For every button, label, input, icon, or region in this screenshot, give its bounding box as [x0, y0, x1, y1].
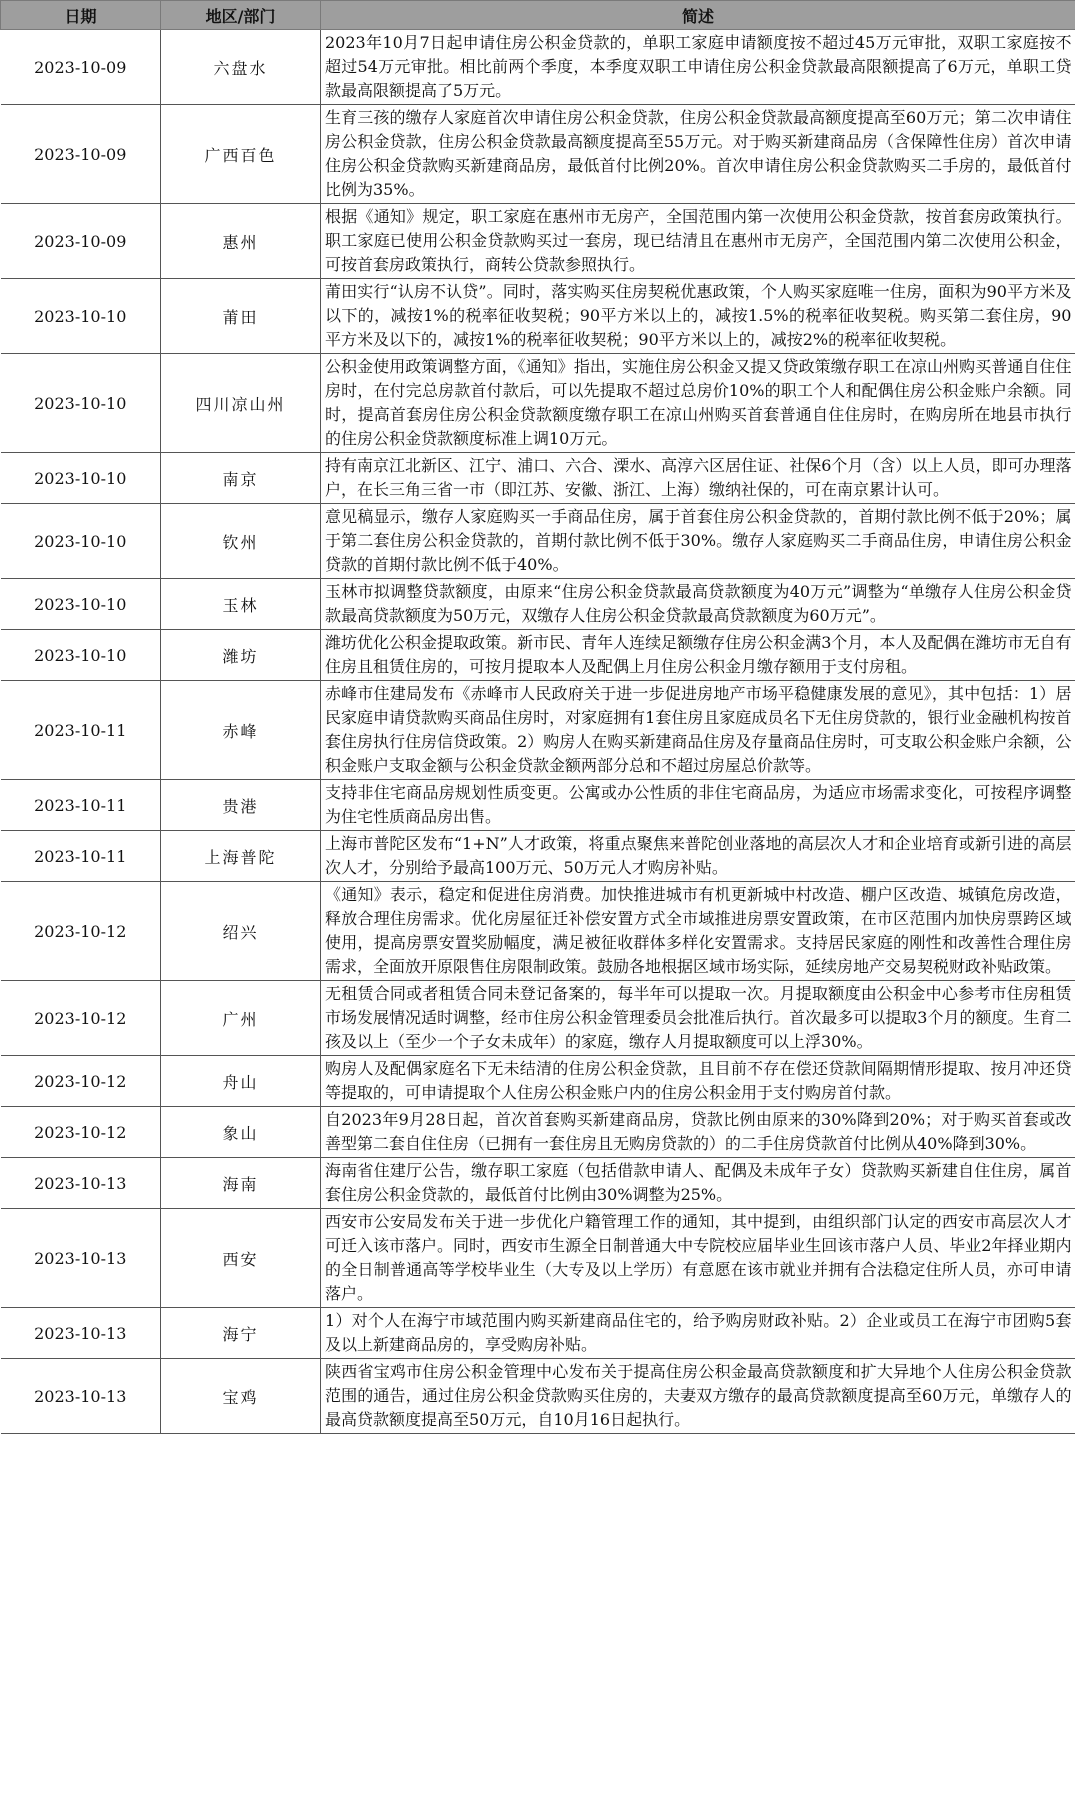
row-description: 赤峰市住建局发布《赤峰市人民政府关于进一步促进房地产市场平稳健康发展的意见》，其中包括：1）居民家庭申请贷款购买商品住房时，对家庭拥有1套住房且家庭成员名下无住房贷款的，银行业金融机构按首套住房执行住房信贷政策。2）购房人在购买新建商品住房及存量商品住房时，可支取公积金账户余额，公积金账户支取金额与公积金贷款金额两部分总和不超过房屋总价款等。: [321, 681, 1075, 780]
row-date: 2023-10-10: [1, 579, 161, 630]
row-region: 钦州: [161, 504, 321, 579]
row-description: 1）对个人在海宁市域范围内购买新建商品住宅的，给予购房财政补贴。2）企业或员工在海宁市团购5套及以上新建商品房的，享受购房补贴。: [321, 1308, 1075, 1359]
table-row: [1, 981, 1075, 1056]
table-row: [1, 1107, 1075, 1158]
row-date: 2023-10-10: [1, 354, 161, 453]
row-region: 海南: [161, 1158, 321, 1209]
row-description: 意见稿显示，缴存人家庭购买一手商品住房，属于首套住房公积金贷款的，首期付款比例不低于20%；属于第二套住房公积金贷款的，首期付款比例不低于30%。缴存人家庭购买二手商品住房，申请住房公积金贷款的首期付款比例不低于40%。: [321, 504, 1075, 579]
row-region: 广州: [161, 981, 321, 1056]
table-row: [1, 204, 1075, 279]
row-description: 2023年10月7日起申请住房公积金贷款的，单职工家庭申请额度按不超过45万元审批，双职工家庭按不超过54万元审批。相比前两个季度，本季度双职工申请住房公积金贷款最高限额提高了6万元，单职工贷款最高限额提高了5万元。: [321, 30, 1075, 105]
table-row: [1, 105, 1075, 204]
row-date: 2023-10-13: [1, 1359, 161, 1434]
row-description: 购房人及配偶家庭名下无未结清的住房公积金贷款，且目前不存在偿还贷款间隔期情形提取、按月冲还贷等提取的，可申请提取个人住房公积金账户内的住房公积金用于支付购房首付款。: [321, 1056, 1075, 1107]
row-description: 自2023年9月28日起，首次首套购买新建商品房，贷款比例由原来的30%降到20%；对于购买首套或改善型第二套自住住房（已拥有一套住房且无购房贷款的）的二手住房贷款首付比例从40%降到30%。: [321, 1107, 1075, 1158]
row-date: 2023-10-10: [1, 504, 161, 579]
row-description: 上海市普陀区发布“1+N”人才政策，将重点聚焦来普陀创业落地的高层次人才和企业培育或新引进的高层次人才，分别给予最高100万元、50万元人才购房补贴。: [321, 831, 1075, 882]
row-date: 2023-10-12: [1, 1107, 161, 1158]
row-region: 绍兴: [161, 882, 321, 981]
row-region: 宝鸡: [161, 1359, 321, 1434]
table-row: [1, 831, 1075, 882]
table-row: [1, 30, 1075, 105]
row-description: 陕西省宝鸡市住房公积金管理中心发布关于提高住房公积金最高贷款额度和扩大异地个人住房公积金贷款范围的通告，通过住房公积金贷款购买住房的，夫妻双方缴存的最高贷款额度提高至60万元，单缴存人的最高贷款额度提高至50万元，自10月16日起执行。: [321, 1359, 1075, 1434]
row-region: 四川凉山州: [161, 354, 321, 453]
table-row: [1, 504, 1075, 579]
row-region: 莆田: [161, 279, 321, 354]
table-row: [1, 681, 1075, 780]
table-row: [1, 882, 1075, 981]
row-description: 莆田实行“认房不认贷”。同时，落实购买住房契税优惠政策，个人购买家庭唯一住房，面积为90平方米及以下的，减按1%的税率征收契税；90平方米以上的，减按1.5%的税率征收契税。购买第二套住房，90平方米及以下的，减按1%的税率征收契税；90平方米以上的，减按2%的税率征收契税。: [321, 279, 1075, 354]
row-date: 2023-10-11: [1, 681, 161, 780]
row-region: 西安: [161, 1209, 321, 1308]
header-date: 日期: [1, 1, 161, 30]
header-desc: 简述: [321, 1, 1075, 30]
row-date: 2023-10-09: [1, 105, 161, 204]
row-region: 赤峰: [161, 681, 321, 780]
row-date: 2023-10-12: [1, 981, 161, 1056]
table-row: [1, 1158, 1075, 1209]
row-region: 海宁: [161, 1308, 321, 1359]
row-description: 公积金使用政策调整方面，《通知》指出，实施住房公积金又提又贷政策缴存职工在凉山州购买普通自住住房时，在付完总房款首付款后，可以先提取不超过总房价10%的职工个人和配偶住房公积金账户余额。同时，提高首套房住房公积金贷款额度缴存职工在凉山州购买首套普通自住住房时，在购房所在地县市执行的住房公积金贷款额度标准上调10万元。: [321, 354, 1075, 453]
row-description: 根据《通知》规定，职工家庭在惠州市无房产，全国范围内第一次使用公积金贷款，按首套房政策执行。职工家庭已使用公积金贷款购买过一套房，现已结清且在惠州市无房产，全国范围内第二次使用公积金，可按首套房政策执行，商转公贷款参照执行。: [321, 204, 1075, 279]
row-region: 广西百色: [161, 105, 321, 204]
row-description: 支持非住宅商品房规划性质变更。公寓或办公性质的非住宅商品房，为适应市场需求变化，可按程序调整为住宅性质商品房出售。: [321, 780, 1075, 831]
row-region: 玉林: [161, 579, 321, 630]
table-row: [1, 630, 1075, 681]
table-row: [1, 1359, 1075, 1434]
table-row: [1, 579, 1075, 630]
row-region: 象山: [161, 1107, 321, 1158]
row-date: 2023-10-11: [1, 780, 161, 831]
table-row: [1, 279, 1075, 354]
row-region: 六盘水: [161, 30, 321, 105]
row-description: 无租赁合同或者租赁合同未登记备案的，每半年可以提取一次。月提取额度由公积金中心参考市住房租赁市场发展情况适时调整，经市住房公积金管理委员会批准后执行。首次最多可以提取3个月的额度。生育二孩及以上（至少一个子女未成年）的家庭，缴存人月提取额度可以上浮30%。: [321, 981, 1075, 1056]
row-description: 《通知》表示，稳定和促进住房消费。加快推进城市有机更新城中村改造、棚户区改造、城镇危房改造，释放合理住房需求。优化房屋征迁补偿安置方式全市域推进房票安置政策，在市区范围内加快房票跨区域使用，提高房票安置奖励幅度，满足被征收群体多样化安置需求。支持居民家庭的刚性和改善性合理住房需求，全面放开原限售住房限制政策。鼓励各地根据区域市场实际，延续房地产交易契税财政补贴政策。: [321, 882, 1075, 981]
table-row: [1, 453, 1075, 504]
row-date: 2023-10-10: [1, 279, 161, 354]
row-region: 贵港: [161, 780, 321, 831]
row-date: 2023-10-12: [1, 1056, 161, 1107]
table-row: [1, 780, 1075, 831]
table-row: [1, 1308, 1075, 1359]
table-row: [1, 1056, 1075, 1107]
row-description: 海南省住建厅公告，缴存职工家庭（包括借款申请人、配偶及未成年子女）贷款购买新建自住住房，属首套住房公积金贷款的，最低首付比例由30%调整为25%。: [321, 1158, 1075, 1209]
row-region: 上海普陀: [161, 831, 321, 882]
row-region: 南京: [161, 453, 321, 504]
row-description: 玉林市拟调整贷款额度，由原来“住房公积金贷款最高贷款额度为40万元”调整为“单缴存人住房公积金贷款最高贷款额度为50万元，双缴存人住房公积金贷款最高贷款额度为60万元”。: [321, 579, 1075, 630]
row-date: 2023-10-09: [1, 30, 161, 105]
table-row: [1, 1209, 1075, 1308]
table-header-row: [1, 1, 1075, 30]
row-date: 2023-10-13: [1, 1158, 161, 1209]
row-description: 持有南京江北新区、江宁、浦口、六合、溧水、高淳六区居住证、社保6个月（含）以上人员，即可办理落户，在长三角三省一市（即江苏、安徽、浙江、上海）缴纳社保的，可在南京累计认可。: [321, 453, 1075, 504]
row-date: 2023-10-11: [1, 831, 161, 882]
row-description: 西安市公安局发布关于进一步优化户籍管理工作的通知，其中提到，由组织部门认定的西安市高层次人才可迁入该市落户。同时，西安市生源全日制普通大中专院校应届毕业生回该市落户人员、毕业2年择业期内的全日制普通高等学校毕业生（大专及以上学历）有意愿在该市就业并拥有合法稳定住所人员，亦可申请落户。: [321, 1209, 1075, 1308]
row-description: 生育三孩的缴存人家庭首次申请住房公积金贷款，住房公积金贷款最高额度提高至60万元；第二次申请住房公积金贷款，住房公积金贷款最高额度提高至55万元。对于购买新建商品房（含保障性住房）首次申请住房公积金贷款购买新建商品房，最低首付比例20%。首次申请住房公积金贷款购买二手房的，最低首付比例为35%。: [321, 105, 1075, 204]
row-date: 2023-10-12: [1, 882, 161, 981]
row-region: 舟山: [161, 1056, 321, 1107]
row-date: 2023-10-10: [1, 453, 161, 504]
row-date: 2023-10-10: [1, 630, 161, 681]
row-date: 2023-10-09: [1, 204, 161, 279]
table-row: [1, 354, 1075, 453]
row-description: 潍坊优化公积金提取政策。新市民、青年人连续足额缴存住房公积金满3个月，本人及配偶在潍坊市无自有住房且租赁住房的，可按月提取本人及配偶上月住房公积金月缴存额用于支付房租。: [321, 630, 1075, 681]
row-date: 2023-10-13: [1, 1209, 161, 1308]
row-region: 潍坊: [161, 630, 321, 681]
row-region: 惠州: [161, 204, 321, 279]
row-date: 2023-10-13: [1, 1308, 161, 1359]
header-region: 地区/部门: [161, 1, 321, 30]
